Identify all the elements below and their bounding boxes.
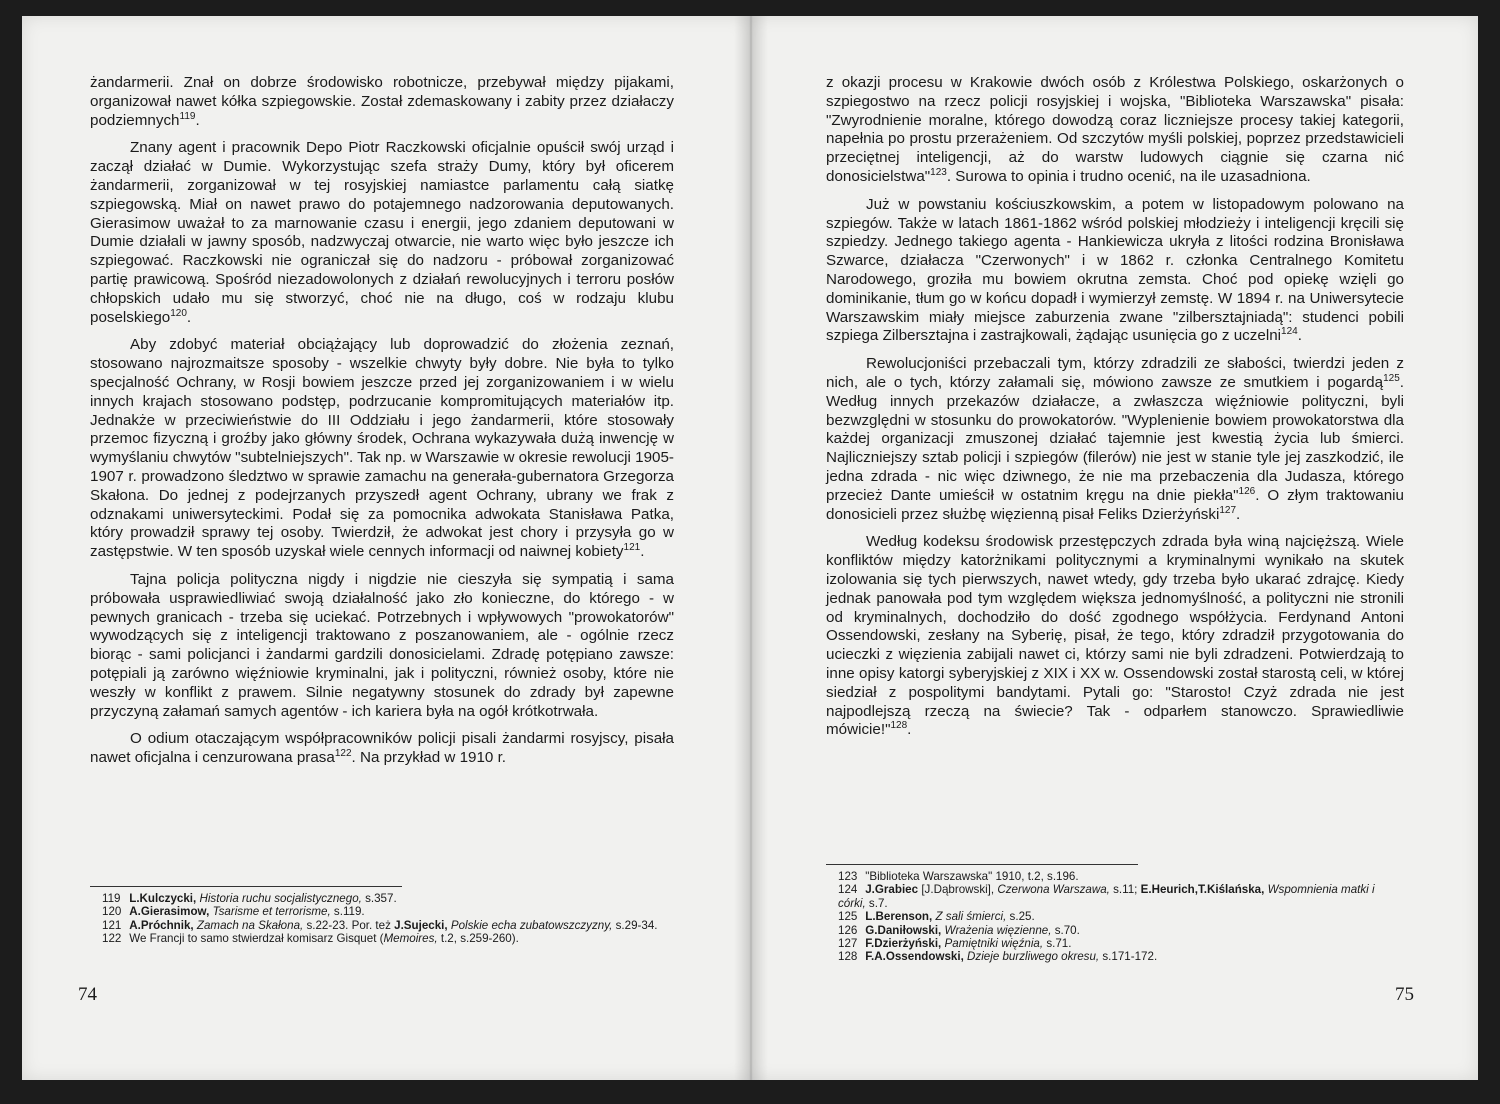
footnote-author: A.Gierasimow, [129, 905, 210, 919]
footnote-ref: 122 [334, 748, 352, 760]
footnote-author: A.Próchnik, [129, 918, 194, 932]
paragraph [826, 533, 1404, 740]
footnote-title: Memoires, [383, 932, 438, 946]
footnote-number: 124 [838, 883, 858, 897]
footnote [826, 910, 1404, 923]
paragraph-text: . [195, 111, 200, 129]
footnote-ref: 120 [170, 307, 187, 319]
page-number-right: 75 [1395, 984, 1414, 1005]
footnote-number: 123 [838, 870, 858, 883]
paragraph [826, 355, 1404, 524]
paragraph [90, 336, 674, 562]
footnote-text: s.22-23. Por. też [303, 918, 395, 932]
footnote-title: Historia ruchu socjalistycznego, [199, 892, 362, 905]
footnote-author: J.Grabiec [865, 883, 919, 897]
footnote-title: Czerwona Warszawa, [997, 883, 1110, 897]
footnote-ref: 123 [930, 166, 947, 178]
footnote-number: 119 [102, 892, 121, 905]
footnote-title: Wrażenia więzienne, [944, 923, 1052, 937]
footnote-text: s.25. [1006, 910, 1035, 924]
paragraph-text: Aby zdobyć materiał obciążający lub doprowadzić do złożenia zeznań, stosowano najrozmaitsze sposoby - wszelkie chwyty były dobre. Nie była to tylko specjalność Ochrany, w Rosji bowiem jeszcze przed jej zorganizowaniem i w wielu innych krajach stosowano podstęp, podrzucanie kompromitujących materiałów itp. Jednakże w przeciwieństwie do III Oddziału i jego żandarmerii, które stosowały przemoc fizyczną i groźby jako główny środek, Ochrana wykazywała dużą inwencję w wymyślaniu chwytów "subtelniejszych". Tak np. w Warszawie w okresie rewolucji 1905-1907 r. prowadzono śledztwo w sprawie zamachu na generała-gubernatora Grzegorza Skałona. Do jednej z podejrzanych przyszedł agent Ochrany, ubrany we frak z odznakami uniwersyteckimi. Podał się za pomocnika adwokata Stanisława Patka, który prowadził sprawy tej osoby. Twierdził, że adwokat jest chory i przysyła go w zastępstwie. W ten sposób uzyskał wiele cennych informacji od naiwnej kobiety [90, 336, 674, 561]
footnote-number: 128 [838, 950, 858, 964]
footnote-number: 126 [838, 923, 858, 937]
paragraph [90, 139, 674, 327]
footnote-number: 127 [838, 937, 858, 951]
footnote-author: J.Sujecki, [394, 918, 448, 932]
footnote-title: Zamach na Skałona, [196, 918, 304, 932]
footnote-text: s.29-34. [612, 918, 658, 932]
footnote-ref: 127 [1219, 504, 1237, 516]
right-page-body [826, 74, 1404, 749]
paragraph-text: . O złym traktowaniu donosicieli przez służbę więzienną pisał Feliks Dzierżyński [826, 486, 1404, 523]
book-spread [22, 16, 1478, 1080]
paragraph-text: . Na przykład w 1910 r. [351, 749, 507, 767]
paragraph-text: Znany agent i pracownik Depo Piotr Raczkowski oficjalnie opuścił swój urząd i zaczął działać w Dumie. Wykorzystując szefa straży Dumy, który był oficerem żandarmerii, zorganizował w tej rosyjskiej namiastce parlamentu całą siatkę szpiegowską. Miał on nawet prawo do potajemnego nadzorowania deputowanych. Gierasimow uważał to za marnowanie czasu i energii, jego zdaniem deputowani w Dumie działali w jawny sposób, nadzwyczaj otwarcie, nie warto więc było jeszcze ich szpiegować. Raczkowski nie ograniczał się do nadzoru - próbował zorganizować partię prawicową. Spośród niezadowolonych z działań rewolucyjnych i terroru posłów chłopskich udało mu się stworzyć, choć nie na długo, coś w rodzaju klubu poselskiego [90, 139, 674, 326]
footnote-ref: 121 [623, 542, 641, 554]
footnote-number: 120 [102, 905, 122, 919]
left-footnotes [90, 886, 674, 946]
footnote-ref: 128 [890, 720, 908, 732]
footnote-text: s.70. [1051, 923, 1080, 937]
footnote-text: s.7. [865, 896, 888, 910]
footnote-rule [90, 886, 402, 887]
footnote-text: "Biblioteka Warszawska" 1910, t.2, s.196. [865, 870, 1079, 883]
paragraph-text: . [640, 543, 645, 561]
footnote-text: s.11; [1109, 883, 1141, 897]
right-page [750, 16, 1478, 1080]
footnote [826, 950, 1404, 963]
footnote-text: s.71. [1043, 937, 1072, 951]
footnote-text: t.2, s.259-260). [437, 932, 519, 946]
footnote [90, 905, 674, 918]
left-footnote-list [90, 892, 674, 946]
footnote-ref: 126 [1238, 485, 1256, 497]
page-number-left: 74 [78, 984, 97, 1005]
paragraph-text: Według kodeksu środowisk przestępczych zdrada była winą najcięższą. Wiele konfliktów między katorżnikami politycznymi a kryminalnymi wynikało na skutek izolowania się tych pierwszych, nawet wtedy, gdy trzeba było ukarać zdrajcę. Kiedy jednak panowała pod tym względem większa jednomyślność, a polityczni nie stronili od kryminalnych, dochodziło do dość zgodnego współżycia. Ferdynand Antoni Ossendowski, zesłany na Syberię, pisał, że tego, który zdradził przygotowania do ucieczki z więzienia zabijali nawet ci, którzy sami nie byli zdradzeni. Potwierdzają to inne opisy katorgi syberyjskiej z XIX i XX w. Ossendowski został starostą celi, w której siedział z pospolitymi bandytami. Pytali go: "Starosto! Czyż zdrada nie jest najpodlejszą rzeczą na świecie? Tak - odparłem stanowczo. Sprawiedliwie mówicie!" [826, 533, 1404, 739]
paragraph-text: . [907, 721, 912, 739]
paragraph-text: . [1236, 505, 1241, 523]
footnote-text: s.357. [361, 892, 397, 905]
left-page-body [90, 74, 674, 777]
paragraph-text: . Według innych przekazów działacze, a zwłaszcza więźniowie polityczni, byli bezwzględni w stosunku do prowokatorów. "Wyplenienie bowiem prowokatorstwa dla każdej organizacji zmuszonej działać tajemnie jest kwestią życia lub śmierci. Najliczniejszy sztab policji i szpiegów (filerów) nie jest w stanie tyle jej zaszkodzić, ile jedna zdrada - nic więc dziwnego, że nie ma przebaczenia dla Judasza, którego przecież Dante umieścił w ostatnim kręgu na dnie piekła" [826, 373, 1404, 504]
paragraph-text: Tajna policja polityczna nigdy i nigdzie nie cieszyła się sympatią i sama próbowała usprawiedliwiać swoją działalność jako zło konieczne, do którego - w pewnych granicach - trzeba się uciekać. Potrzebnych i wpływowych "prowokatorów" wywodzących się z inteligencji traktowano z poszanowaniem, ale - ogólnie rzecz biorąc - sami policjanci i żandarmi gardzili donosicielami. Zdradę potępiano zawsze: potępiali ją zarówno więźniowie kryminalni, jak i polityczni, również osoby, które nie weszły w konflikt z prawem. Silnie negatywny stosunek do zdrady był zapewne przyczyną załamań samych agentów - ich kariera była na ogół krótkotrwała. [90, 570, 674, 720]
footnote-title: Dzieje burzliwego okresu, [967, 950, 1100, 964]
paragraph-text: O odium otaczającym współpracowników policji pisali żandarmi rosyjscy, pisała nawet oficjalna i cenzurowana prasa [90, 730, 674, 767]
footnote-author: L.Kulczycki, [129, 892, 197, 905]
paragraph-text: Już w powstaniu kościuszkowskim, a potem w listopadowym polowano na szpiegów. Także w latach 1861-1862 wśród polskiej młodzieży i inteligencji kręcili się szpiedzy. Jednego takiego agenta - Hankiewicza ukryła z litości rodzina Bronisława Szwarce, działacza "Czerwonych" i w 1862 r. członka Centralnego Komitetu Narodowego, groziła mu bowiem okrutna zemsta. Choć pod opiekę wzięli go dominikanie, tłum go w końcu dopadł i wymierzył zemstę. W 1894 r. na Uniwersytecie Warszawskim miały miejsce zaburzenia zwane "zilbersztajniadą": studenci pobili szpiega Zilbersztajna i zastrajkowali, żądając usunięcia go z uczelni [826, 195, 1404, 345]
footnote-text: [J.Dąbrowski], [921, 883, 998, 897]
footnote-title: Pamiętniki więźnia, [944, 937, 1044, 951]
paragraph [90, 74, 674, 130]
footnote-author: F.A.Ossendowski, [865, 950, 964, 964]
footnote-rule [826, 864, 1138, 865]
footnote-number: 125 [838, 910, 858, 924]
paragraph-text: . [186, 308, 192, 326]
paragraph-text: Rewolucjoniści przebaczali tym, którzy zdradzili ze słabości, twierdzi jeden z nich, ale o tych, którzy załamali się, mówiono zawsze ze smutkiem i pogardą [826, 355, 1404, 391]
footnote [826, 870, 1404, 883]
footnote-text: s.171-172. [1099, 950, 1158, 964]
footnote-text: We Francji to samo stwierdzał komisarz Gisquet ( [129, 932, 384, 946]
right-footnotes [826, 864, 1404, 964]
footnote-ref: 124 [1281, 326, 1298, 338]
footnote-title: Wspomnienia matki i córki, [838, 883, 1375, 910]
paragraph [90, 730, 674, 768]
footnote-author: L.Berenson, [865, 910, 933, 924]
footnote-author: G.Daniłowski, [865, 923, 942, 937]
footnote-number: 122 [102, 932, 122, 946]
footnote-number: 121 [102, 918, 122, 932]
paragraph [826, 196, 1404, 346]
footnote-title: Tsarisme et terrorisme, [212, 905, 331, 919]
footnote [90, 892, 674, 905]
footnote [826, 924, 1404, 937]
footnote-author: E.Heurich,T.Kiślańska, [1140, 883, 1265, 897]
paragraph-text: . Surowa to opinia i trudno ocenić, na ile uzasadniona. [946, 167, 1311, 185]
footnote [826, 883, 1404, 910]
right-footnote-list [826, 870, 1404, 964]
footnote-ref: 125 [1383, 372, 1400, 384]
paragraph-text: z okazji procesu w Krakowie dwóch osób z Królestwa Polskiego, oskarżonych o szpiegostwo na rzecz policji rosyjskiej i wojska, "Biblioteka Warszawska" pisała: "Zwyrodnienie moralne, którego dowodzą coraz liczniejsze procesy takiej kategorii, napełnia po prostu przerażeniem. Od szczytów myśli polskiej, poprzez przedstawicieli przeciętnej inteligencji, aż do warstw ludowych ciągnie się czarna nić donosicielstwa" [826, 74, 1404, 185]
footnote [826, 937, 1404, 950]
footnote-text: s.119. [330, 905, 365, 919]
paragraph [90, 571, 674, 721]
left-page [22, 16, 750, 1080]
footnote [90, 919, 674, 932]
footnote [90, 932, 674, 945]
footnote-title: Polskie echa zubatowszczyzny, [450, 918, 613, 932]
paragraph [826, 74, 1404, 187]
paragraph-text: . [1297, 327, 1302, 345]
footnote-author: F.Dzierżyński, [865, 937, 942, 951]
footnote-title: Z sali śmierci, [935, 910, 1007, 924]
footnote-ref: 119 [179, 110, 196, 122]
paragraph-text: żandarmerii. Znał on dobrze środowisko robotnicze, przebywał między pijakami, organizował nawet kółka szpiegowskie. Został zdemaskowany i zabity przez działaczy podziemnych [90, 74, 674, 129]
